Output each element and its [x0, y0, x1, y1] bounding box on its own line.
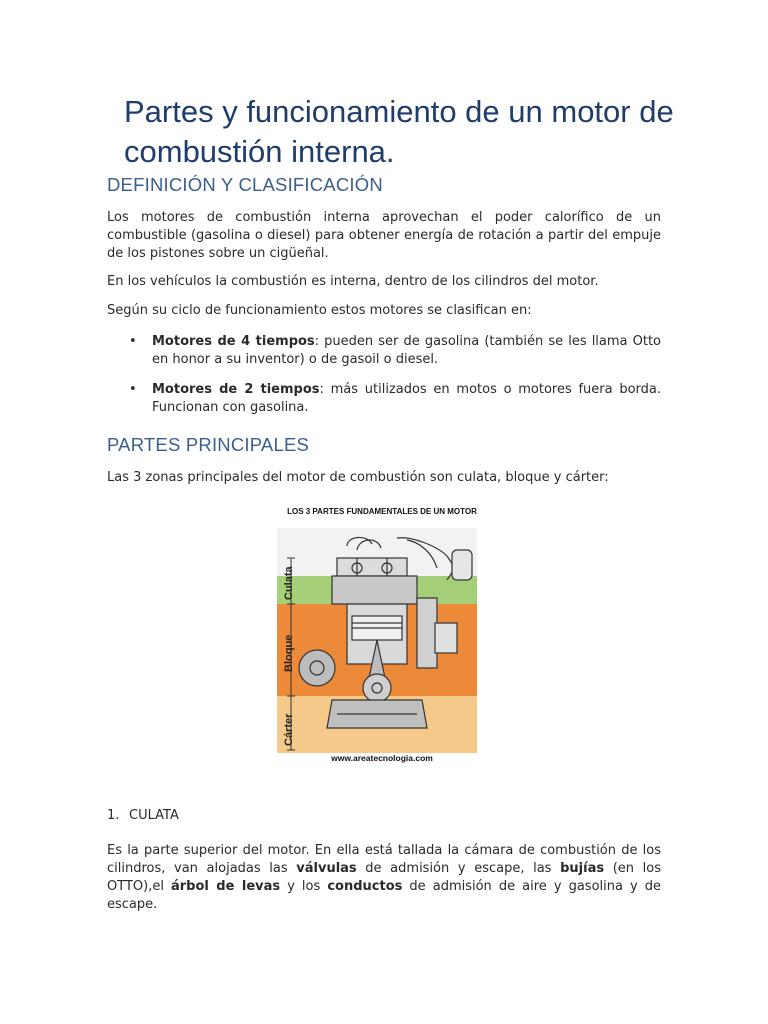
list-item: [107, 381, 661, 417]
section-heading-culata: CULATA: [129, 808, 179, 823]
bullet-bold: Motores de 4 tiempos: [152, 334, 315, 349]
paragraph-combustion: En los vehículos la combustión es interna, dentro de los cilindros del motor.: [107, 274, 599, 289]
page-title: Partes y funcionamiento de un motor de combustión interna.: [124, 94, 674, 169]
bullet-icon: •: [129, 382, 137, 397]
list-number: 1.: [107, 808, 120, 823]
bullet-bold: Motores de 2 tiempos: [152, 382, 320, 397]
section-heading-partes: PARTES PRINCIPALES: [107, 434, 310, 455]
paragraph-text: Es la parte superior del motor. En ella está tallada la cámara de combustión de los cilindros, van alojadas las: [107, 843, 661, 876]
bold-term: árbol de levas: [170, 879, 281, 894]
paragraph-text: de admisión de aire y gasolina y de escape.: [107, 879, 661, 912]
figure-title: LOS 3 PARTES FUNDAMENTALES DE UN MOTOR: [287, 507, 477, 516]
figure-credit: www.areatecnologia.com: [331, 753, 433, 763]
zone-label-carter: Cárter: [283, 713, 295, 746]
paragraph-culata: [107, 842, 661, 914]
list-item: [107, 333, 661, 369]
paragraph-text: de admisión y escape, las: [356, 861, 561, 876]
zone-label-bloque: Bloque: [283, 634, 295, 672]
bullet-icon: •: [129, 334, 137, 349]
paragraph-text: (en los OTTO),el: [107, 861, 661, 894]
bold-term: bujías: [560, 861, 605, 876]
paragraph-zonas: Las 3 zonas principales del motor de combustión son culata, bloque y cárter:: [107, 470, 609, 485]
paragraph-text: y los: [280, 879, 328, 894]
bullet-text: : más utilizados en motos o motores fuera borda. Funcionan con gasolina.: [152, 382, 662, 415]
bullet-list: [107, 333, 661, 417]
section-heading-definicion: DEFINICIÓN Y CLASIFICACIÓN: [107, 174, 383, 195]
bold-term: válvulas: [296, 861, 357, 876]
bullet-text: : pueden ser de gasolina (también se les llama Otto en honor a su inventor) o de gasoil o diesel.: [152, 334, 662, 367]
numbered-heading: [107, 808, 179, 823]
engine-diagram-image: [277, 528, 477, 753]
engine-figure: [262, 503, 502, 768]
paragraph-intro: Los motores de combustión interna aprovechan el poder calorífico de un combustible (gasolina o diesel) para obtener energía de rotación a partir del empuje de los pistones sobre un cigüeñal.: [107, 210, 661, 261]
bold-term: conductos: [327, 879, 403, 894]
paragraph-clasificacion: Según su ciclo de funcionamiento estos motores se clasifican en:: [107, 303, 532, 318]
zone-label-culata: Culata: [283, 566, 295, 600]
